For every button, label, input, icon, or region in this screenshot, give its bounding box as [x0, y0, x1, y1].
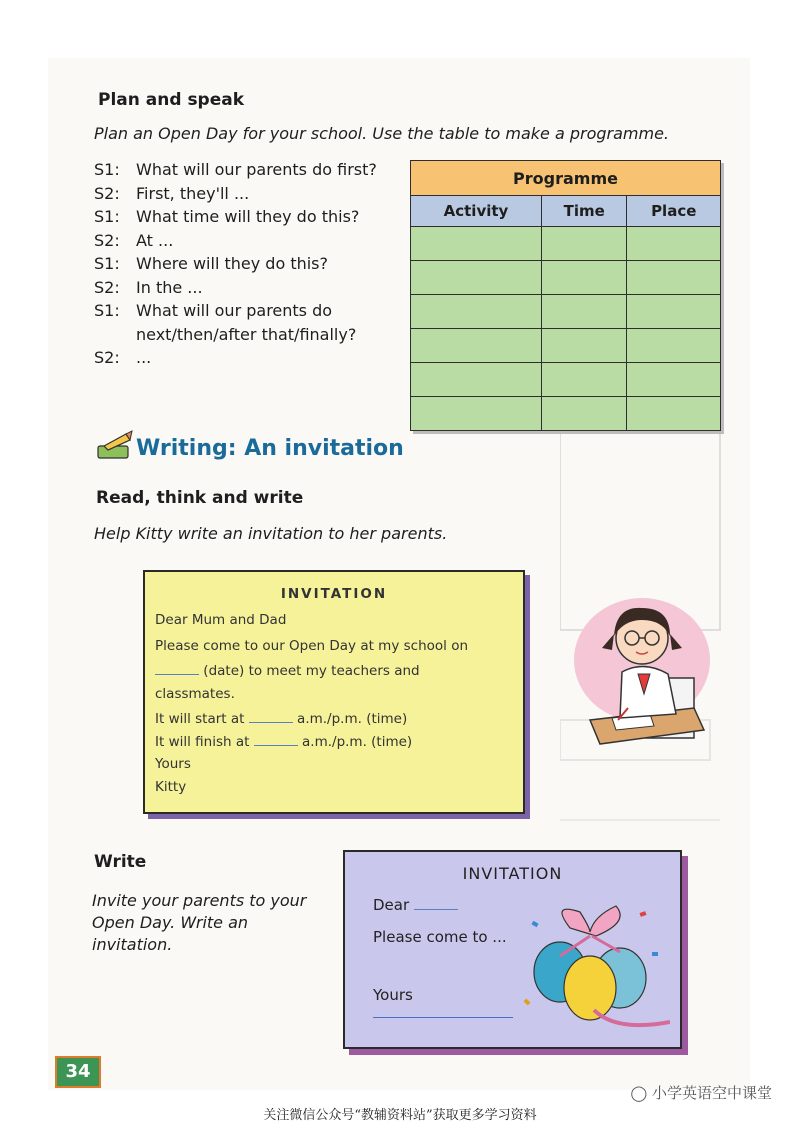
dialogue	[94, 158, 377, 370]
table-cell	[627, 329, 721, 363]
writing-subheading: Read, think and write	[96, 488, 304, 508]
speaker: S1:	[94, 254, 120, 273]
programme-table	[410, 160, 721, 431]
line-text: At ...	[136, 230, 174, 250]
table-cell	[541, 227, 627, 261]
footer-note: 关注微信公众号“教辅资料站”获取更多学习资料	[263, 1108, 537, 1123]
dialogue-line	[94, 323, 377, 347]
finish-time-blank[interactable]	[254, 733, 298, 746]
line-text: In the ...	[136, 277, 203, 297]
column-activity: Activity	[411, 196, 542, 227]
column-time: Time	[541, 196, 627, 227]
date-blank[interactable]	[155, 662, 199, 675]
dialogue-line	[94, 182, 377, 206]
speaker: S2:	[94, 348, 120, 367]
table-cell	[541, 295, 627, 329]
line-text: ...	[136, 348, 152, 367]
blank-invitation-title: INVITATION	[462, 864, 563, 883]
writing-instruction: Help Kitty write an invitation to her parents.	[94, 524, 448, 543]
speaker: S2:	[94, 183, 120, 203]
finish-suffix: a.m./p.m. (time)	[302, 734, 413, 750]
dear-text: Dear	[373, 896, 410, 914]
gift-balloon-illustration	[520, 892, 670, 1032]
invitation-finish	[155, 733, 412, 750]
page-number: 34	[55, 1056, 101, 1088]
line-text: next/then/after that/finally?	[136, 324, 357, 344]
invitation-signature: Kitty	[155, 779, 187, 795]
write-heading: Write	[94, 852, 147, 872]
dialogue-line	[94, 205, 377, 229]
invitation-closing: Yours	[155, 756, 191, 772]
signature-blank[interactable]	[373, 1017, 513, 1018]
invitation-line3: classmates.	[155, 686, 235, 702]
table-cell	[541, 329, 627, 363]
invitation-line1: Please come to our Open Day at my school on	[155, 638, 469, 654]
speaker: S2:	[94, 277, 120, 297]
start-prefix: It will start at	[155, 711, 245, 727]
line-text: First, they'll ...	[136, 183, 250, 203]
watermark	[630, 1082, 772, 1103]
table-cell	[541, 363, 627, 397]
table-row	[411, 329, 721, 363]
table-cell	[411, 227, 542, 261]
line-text: What time will they do this?	[136, 207, 360, 226]
blank-dear-line	[373, 896, 458, 914]
pencil-icon	[96, 430, 134, 462]
speaker: S2:	[94, 230, 120, 250]
dialogue-line	[94, 229, 377, 253]
write-instruction-line: Open Day. Write an	[92, 913, 249, 932]
column-place: Place	[627, 196, 721, 227]
speaker: S1:	[94, 301, 120, 320]
plan-instruction: Plan an Open Day for your school. Use the table to make a programme.	[94, 124, 669, 143]
line-text: What will our parents do	[136, 301, 333, 320]
invitation-start	[155, 710, 407, 727]
table-cell	[627, 397, 721, 431]
table-row	[411, 227, 721, 261]
table-row	[411, 363, 721, 397]
table-cell	[411, 295, 542, 329]
dialogue-line	[94, 158, 377, 182]
plan-heading: Plan and speak	[98, 90, 245, 110]
invitation-title: INVITATION	[280, 586, 388, 602]
blank-please-line: Please come to ...	[373, 928, 507, 946]
wechat-icon: ◯	[630, 1084, 648, 1102]
programme-title: Programme	[411, 161, 721, 196]
table-cell	[627, 363, 721, 397]
table-cell	[541, 261, 627, 295]
line-text: Where will they do this?	[136, 254, 328, 273]
table-cell	[411, 363, 542, 397]
speaker: S1:	[94, 207, 120, 226]
watermark-text: 小学英语空中课堂	[651, 1084, 772, 1102]
speaker	[94, 323, 136, 347]
blank-invitation-card	[343, 850, 682, 1049]
table-cell	[411, 261, 542, 295]
write-instruction-line: Invite your parents to your	[92, 891, 307, 910]
invitation-card	[143, 570, 525, 814]
kitty-writing-illustration	[572, 590, 712, 770]
write-instruction-line: invitation.	[92, 935, 173, 954]
table-cell	[411, 329, 542, 363]
dear-blank[interactable]	[414, 897, 458, 910]
speaker: S1:	[94, 160, 120, 179]
table-row	[411, 397, 721, 431]
table-cell	[541, 397, 627, 431]
invitation-greeting: Dear Mum and Dad	[155, 612, 287, 628]
line2-text: (date) to meet my teachers and	[203, 663, 420, 679]
start-suffix: a.m./p.m. (time)	[297, 711, 408, 727]
dialogue-line	[94, 299, 377, 323]
dialogue-line	[94, 252, 377, 276]
table-row	[411, 261, 721, 295]
blank-yours-line: Yours	[373, 986, 413, 1004]
dialogue-line	[94, 346, 377, 370]
writing-title: Writing: An invitation	[136, 436, 404, 461]
table-row	[411, 295, 721, 329]
dialogue-line	[94, 276, 377, 300]
table-cell	[627, 295, 721, 329]
finish-prefix: It will finish at	[155, 734, 250, 750]
start-time-blank[interactable]	[249, 710, 293, 723]
line-text: What will our parents do first?	[136, 160, 377, 179]
invitation-line2	[155, 662, 420, 679]
table-cell	[411, 397, 542, 431]
table-cell	[627, 261, 721, 295]
write-instruction	[92, 890, 306, 956]
table-cell	[627, 227, 721, 261]
